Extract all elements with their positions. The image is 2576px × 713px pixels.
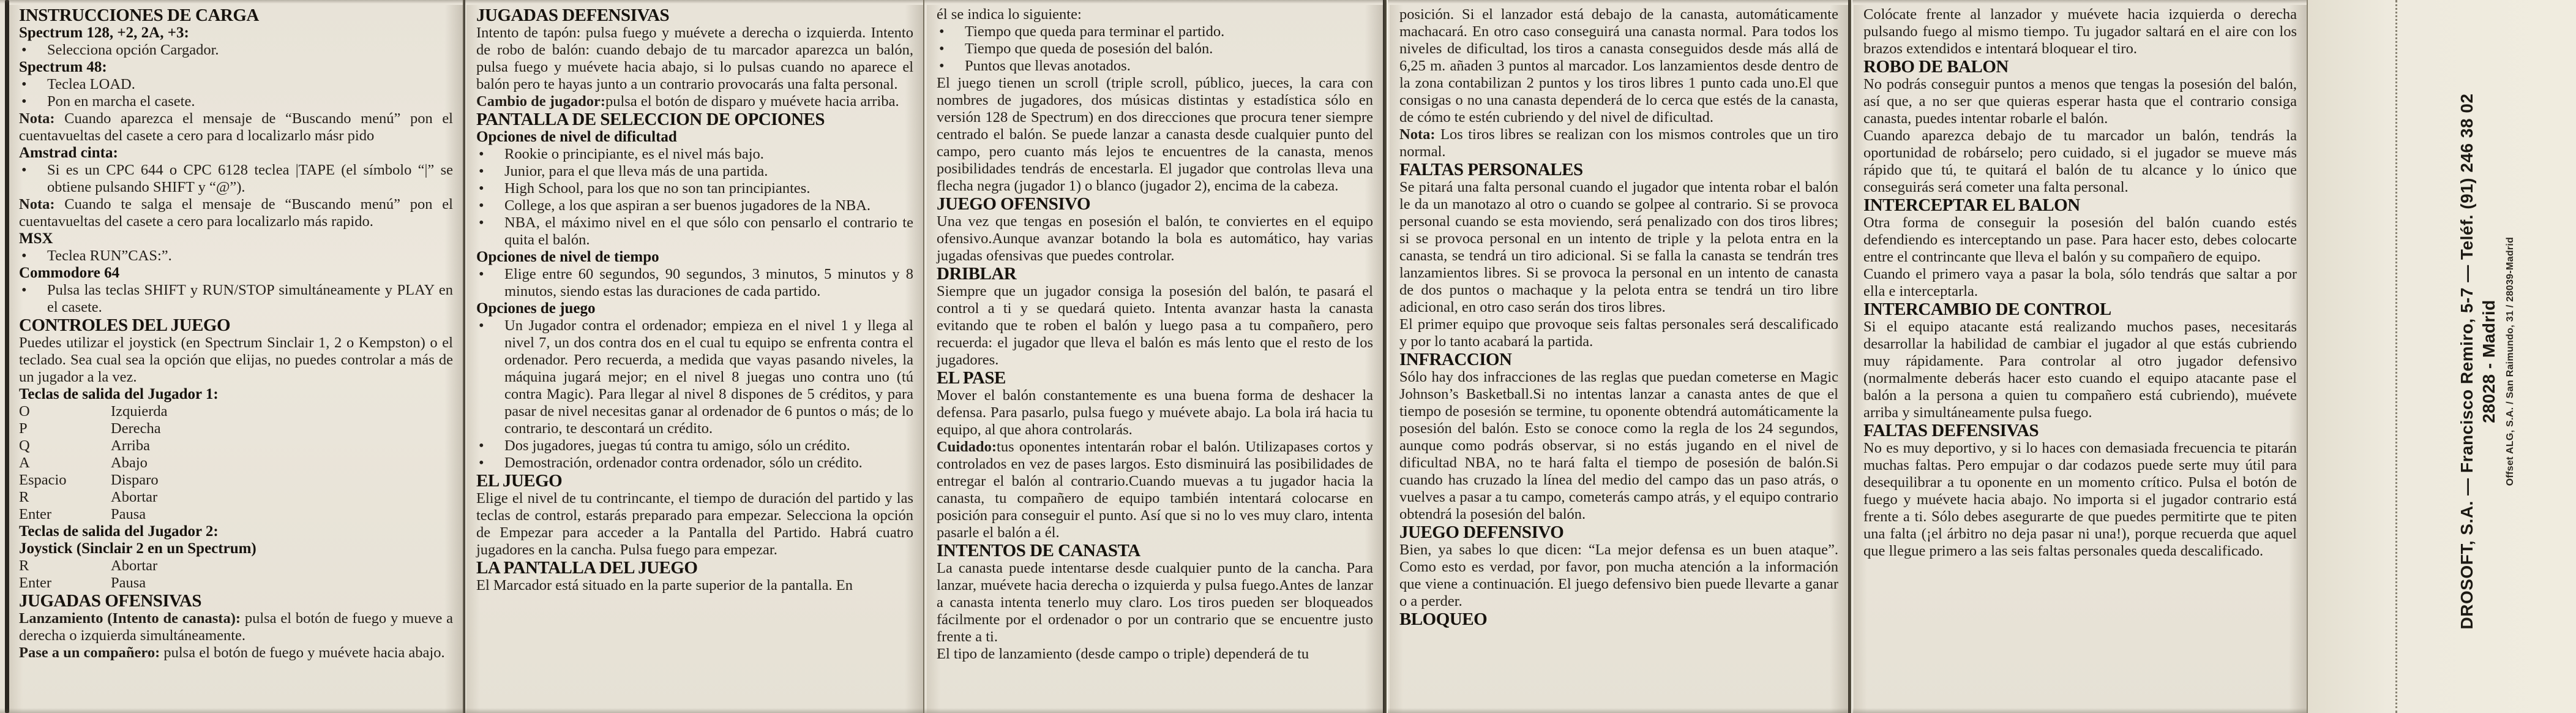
lead-text: Cuando aparezca el mensaje de “Buscando menú” pon el cuentavueltas del casete a cero para d localizarlo másr pido <box>19 110 453 144</box>
bullet-text: Elige entre 60 segundos, 90 segundos, 3 minutos, 5 minutos y 8 minutos, siendo estas las duraciones de cada partido. <box>504 266 913 300</box>
bullet-text: Tiempo que queda para terminar el partido. <box>965 23 1225 40</box>
paragraph: Puedes utilizar el joystick (en Spectrum Sinclair 1, 2 o Kempston) o el teclado. Sea cual sea la opción que elijas, no puedes controlar a más de un jugador a la vez. <box>19 334 453 385</box>
section-heading: FALTAS PERSONALES <box>1399 160 1583 179</box>
publisher-imprint <box>2457 80 2526 643</box>
paragraph: El primer equipo que provoque seis faltas personales será descalificado y por lo tanto acabará la partida. <box>1399 316 1838 350</box>
section-heading: JUGADAS DEFENSIVAS <box>476 6 670 25</box>
bullet-text: Si es un CPC 644 o CPC 6128 teclea |TAPE (el símbolo “|” se obtiene pulsando SHIFT y “@”). <box>47 162 453 195</box>
bullet-marker: • <box>479 180 484 197</box>
section-heading: LA PANTALLA DEL JUEGO <box>476 558 698 578</box>
bullet-item <box>476 455 913 472</box>
printer-credit: Offset ALG, S.A. / San Raimundo, 31 / 28039-Madrid <box>2505 236 2515 486</box>
lead-label: Nota: <box>19 110 55 127</box>
lead-label: Lanzamiento (Intento de canasta): <box>19 610 241 627</box>
bullet-text: Teclea RUN”CAS:”. <box>47 247 172 264</box>
subheading: Commodore 64 <box>19 265 120 281</box>
fold-line-4 <box>1848 0 1851 713</box>
key-binding-row <box>19 489 453 506</box>
lead-label: Cambio de jugador: <box>476 93 605 110</box>
section-heading: EL PASE <box>937 368 1006 388</box>
section-heading: CONTROLES DEL JUEGO <box>19 315 231 335</box>
bullet-text: Pon en marcha el casete. <box>47 93 195 110</box>
bullet-text: Un Jugador contra el ordenador; empieza en el nivel 1 y llega al nivel 7, un dos contra dos en el cual tu equipo se enfrenta contra el ordenador. Pero recuerda, a medida que vayas pasando niveles, la máquina jugará mejor; en el nivel 8 juegas uno contra uno (tú contra Magic). Para llegar al nivel 8 dispones de 5 créditos, y para pasar de nivel necesitas ganar al ordenador de 6 puntos o más; de lo contrario, te descontará un crédito. <box>504 317 913 437</box>
bullet-text: College, a los que aspiran a ser buenos jugadores de la NBA. <box>504 197 871 214</box>
key-binding-row <box>19 575 453 592</box>
paragraph: Colócate frente al lanzador y muévete hacia izquierda o derecha pulsando fuego al mismo tiempo. Tu jugador saltará en el aire con los brazos extendidos e intentará bloquear el tiro. <box>1863 6 2297 57</box>
key-action: Izquierda <box>111 403 168 420</box>
bullet-marker: • <box>479 455 484 471</box>
section-heading: EL JUEGO <box>476 471 563 491</box>
section-heading: DRIBLAR <box>937 264 1017 284</box>
bullet-item <box>937 58 1373 75</box>
section-heading: JUGADAS OFENSIVAS <box>19 591 201 611</box>
key-binding-row <box>19 472 453 489</box>
paragraph: Otra forma de conseguir la posesión del balón cuando estés defendiendo es interceptando un pase. Para hacer esto, debes colocarte entre el contrincante que lleva el balón y su compañero de equipo. <box>1863 214 2297 265</box>
paragraph: Siempre que un jugador consiga la posesión del balón, te pasará el control a ti y se quedará quieto. Intenta avanzar hasta la canasta evitando que te roben el balón y luego pasa a tu compañero, pero recuerda: el jugador que lleva el balón es más lento que el resto de los jugadores. <box>937 283 1373 368</box>
section-heading: INTERCAMBIO DE CONTROL <box>1863 300 2111 319</box>
publisher-city: 28028 - Madrid <box>2479 300 2498 423</box>
subheading: Opciones de nivel de tiempo <box>476 249 659 265</box>
lead-text: pulsa el botón de fuego y mueve a derecha o izquierda simultáneamente. <box>19 610 453 644</box>
lead-text: Los tiros libres se realizan con los mismos controles que un tiro normal. <box>1399 126 1838 160</box>
subheading: Spectrum 48: <box>19 59 107 75</box>
key-action: Abortar <box>111 489 158 505</box>
paragraph-with-lead <box>19 644 453 662</box>
fold-line-3 <box>1383 0 1387 713</box>
key-binding-row <box>19 437 453 455</box>
key-binding-row <box>19 420 453 437</box>
bullet-item <box>476 163 913 180</box>
key-binding-row <box>19 506 453 523</box>
paragraph: Una vez que tengas en posesión el balón, te conviertes en el equipo ofensivo.Aunque avanzar botando la bola es automático, hay varias jugadas ofensivas que puedes controlar. <box>937 213 1373 264</box>
lead-label: Cuidado: <box>937 439 997 455</box>
bullet-text: Puntos que llevas anotados. <box>965 58 1131 74</box>
bullet-item <box>476 437 913 455</box>
paragraph: Elige el nivel de tu contrincante, el tiempo de duración del partido y las teclas de control, estarás preparado para empezar. Selecciona la opción de Empezar para acceder a la Pantalla del Partido. Habrá cuatro jugadores en la cancha. Pulsa fuego para empezar. <box>476 490 913 558</box>
section-heading: BLOQUEO <box>1399 609 1488 629</box>
subheading: Teclas de salida del Jugador 1: <box>19 386 219 402</box>
bullet-item <box>19 93 453 110</box>
paragraph: posición. Si el lanzador está debajo de la canasta, automáticamente machacará. En otro caso conseguirá una canasta normal. Para todos los niveles de dificultad, los tiros a canasta conseguidos desde más allá de 6,25 m. añaden 3 puntos al marcador. Los lanzamientos desde dentro de la zona contabilizan 2 puntos y los tiros libres 1 punto cada uno.El que consigas o no una canasta dependerá de lo cerca que estés de la canasta, de cómo te estén cubriendo y del nivel de dificultad. <box>1399 6 1838 126</box>
bullet-item <box>19 42 453 59</box>
key-name: Q <box>19 437 30 454</box>
subheading: MSX <box>19 230 53 247</box>
fold-line-1 <box>463 0 465 713</box>
key-name: A <box>19 455 30 471</box>
perforation-line <box>2395 0 2397 713</box>
column-3 <box>927 5 1383 713</box>
paragraph-with-lead <box>19 610 453 644</box>
bullet-marker: • <box>21 93 27 110</box>
publisher-address: DROSOFT, S.A. — Francisco Remiro, 5-7 — Teléf. (91) 246 38 02 <box>2457 93 2476 630</box>
column-2 <box>466 5 923 713</box>
page-left-edge <box>5 0 9 713</box>
bullet-marker: • <box>939 23 945 40</box>
key-action: Disparo <box>111 472 159 488</box>
fold-line-2 <box>923 0 924 713</box>
key-name: Espacio <box>19 472 67 488</box>
key-action: Abajo <box>111 455 148 471</box>
subheading: Opciones de juego <box>476 300 596 317</box>
paragraph: El juego tienen un scroll (triple scroll, público, jueces, la cara con nombres de jugadores, dos músicas distintas y estadística sólo en versión 128 de Spectrum) en dos direcciones que procura tener siempre centrado el balón. Se puede lanzar a canasta desde cualquier punto del campo, pero cuanto más lejos te encuentres de la canasta, menos posibilidades tendrás de encestarla. El jugador que controlas lleva una flecha negra (jugador 1) o blanco (jugador 2), encima de la cabeza. <box>937 75 1373 194</box>
lead-text: Cuando te salga el mensaje de “Buscando menú” pon el cuentavueltas del casete a cero para localizarlo más rapido. <box>19 196 453 230</box>
key-action: Arriba <box>111 437 150 454</box>
bullet-item <box>19 76 453 93</box>
lead-label: Pase a un compañero: <box>19 644 160 661</box>
paragraph: No es muy deportivo, y si lo haces con demasiada frecuencia te pitarán muchas faltas. Pero empujar o dar codazos puede serte muy útil para desequilibrar a tu oponente en un momento crítico. Pulsa el botón de fuego y muévete hacia abajo. No importa si el jugador contrario está frente a ti. Sólo debes asegurarte de que puedes permitirte que te piten una falta (¡el árbitro no deja pasar ni una!), porque recuerda que aquel que llegue primero a las seis faltas personales queda descalificado. <box>1863 440 2297 559</box>
paragraph: El Marcador está situado en la parte superior de la pantalla. En <box>476 577 853 594</box>
paragraph: Intento de tapón: pulsa fuego y muévete a derecha o izquierda. Intento de robo de balón: cuando debajo de tu marcador aparezca un balón, pulsa fuego y muévete hacia abajo, si lo pulsas cuando no aparece el balón pero te hayas junto a un contrario provocarás una falta personal. <box>476 25 913 92</box>
key-name: Enter <box>19 575 52 591</box>
bullet-item <box>476 266 913 300</box>
paragraph-with-lead <box>19 196 453 230</box>
key-binding-row <box>19 403 453 420</box>
subheading: Teclas de salida del Jugador 2: <box>19 523 219 540</box>
paragraph: Si el equipo atacante está realizando muchos pases, necesitarás desarrollar la habilidad de cambiar el jugador al que estás cubriendo muy rápidamente. Para controlar al otro jugador defensivo (normalmente deberás hacer esto cuando el equipo atacante pase el balón a la persona a quien tu compañero está cubriendo), muévete arriba y simultáneamente pulsa fuego. <box>1863 319 2297 421</box>
paragraph: La canasta puede intentarse desde cualquier punto de la cancha. Para lanzar, muévete hacia derecha o izquierda y pulsa fuego.Antes de lanzar a canasta intenta tenerlo muy claro. Los tiros pueden ser bloqueados fácilmente por el ordenador o por un contrario que se encuentre justo frente a ti. <box>937 560 1373 645</box>
paragraph: Mover el balón constantemente es una buena forma de deshacer la defensa. Para pasarlo, pulsa fuego y muévete abajo. La bola irá hacia tu equipo, al que ahora controlarás. <box>937 387 1373 438</box>
bullet-marker: • <box>479 197 484 214</box>
key-binding-row <box>19 455 453 472</box>
bullet-marker: • <box>21 42 27 58</box>
key-name: R <box>19 489 29 505</box>
subheading: Spectrum 128, +2, 2A, +3: <box>19 25 189 41</box>
key-name: P <box>19 420 28 437</box>
bullet-text: Demostración, ordenador contra ordenador, sólo un crédito. <box>504 455 863 471</box>
column-4 <box>1390 5 1848 713</box>
bullet-marker: • <box>21 162 27 178</box>
key-name: Enter <box>19 506 52 522</box>
subheading: Amstrad cinta: <box>19 145 118 161</box>
section-heading: INSTRUCCIONES DE CARGA <box>19 6 259 25</box>
section-heading: INFRACCION <box>1399 350 1512 369</box>
bullet-marker: • <box>479 317 484 334</box>
paragraph-with-lead <box>476 93 913 110</box>
key-action: Derecha <box>111 420 161 437</box>
bullet-item <box>19 162 453 196</box>
column-5 <box>1854 5 2307 713</box>
section-heading: INTERCEPTAR EL BALON <box>1863 195 2080 215</box>
lead-text: tus oponentes intentarán robar el balón. Utilizapases cortos y controlados en vez de pases largos. Esto disminuirá las posibilidades de entregar el balón al contrario.Cuando muevas a tu jugador hacia la canasta, tu compañero de equipo también intentará colocarse en posición para conseguir el punto. Así que si no lo ves muy claro, intenta pasarle el balón a él. <box>937 439 1373 541</box>
lead-label: Nota: <box>1399 126 1436 143</box>
paragraph: Sólo hay dos infracciones de las reglas que puedan cometerse en Magic Johnson’s Basketball.Si no intentas lanzar a canasta antes de que el tiempo de posesión se termine, tu oponente obtendrá automáticamente la posesión del balón. Esto se conoce como la regla de los 24 segundos, aunque como podrás observar, si no estás jugando en el nivel de dificultad NBA, no te hará falta el tiempo de posesión de balón.Si cuando has cruzado la línea del medio del campo das un paso atrás, o vuelves a pasar a tu campo, cometerás campo atrás, y el equipo contrario obtendrá la posesión del balón. <box>1399 369 1838 522</box>
bullet-marker: • <box>21 247 27 264</box>
bullet-text: Teclea LOAD. <box>47 76 135 92</box>
section-heading: JUEGO DEFENSIVO <box>1399 522 1564 542</box>
paragraph: él se indica lo siguiente: <box>937 6 1082 23</box>
bullet-item <box>476 180 913 197</box>
bullet-marker: • <box>21 76 27 92</box>
paragraph-with-lead <box>1399 126 1838 160</box>
key-action: Pausa <box>111 575 146 591</box>
lead-label: Nota: <box>19 196 55 213</box>
bullet-item <box>476 214 913 249</box>
bullet-text: Junior, para el que lleva más de una partida. <box>504 163 768 179</box>
key-action: Pausa <box>111 506 146 522</box>
paragraph: El tipo de lanzamiento (desde campo o triple) dependerá de tu <box>937 646 1309 662</box>
bullet-marker: • <box>479 214 484 231</box>
key-binding-row <box>19 557 453 575</box>
subheading: Opciones de nivel de dificultad <box>476 129 677 145</box>
bullet-marker: • <box>939 58 945 74</box>
paragraph-with-lead <box>937 439 1373 541</box>
bullet-item <box>937 23 1373 40</box>
bullet-text: NBA, el máximo nivel en el que sólo con pensarlo el contrario te quita el balón. <box>504 214 913 248</box>
bullet-text: High School, para los que no son tan principiantes. <box>504 180 811 197</box>
bullet-item <box>476 317 913 437</box>
section-heading: FALTAS DEFENSIVAS <box>1863 421 2039 440</box>
bullet-marker: • <box>479 146 484 162</box>
lead-text: pulsa el botón de fuego y muévete hacia abajo. <box>160 644 445 661</box>
bullet-text: Pulsa las teclas SHIFT y RUN/STOP simultáneamente y PLAY en el casete. <box>47 282 453 315</box>
top-shadow <box>0 0 2576 4</box>
paragraph-with-lead <box>19 110 453 145</box>
bullet-item <box>937 40 1373 58</box>
bullet-marker: • <box>479 437 484 454</box>
key-action: Abortar <box>111 557 158 574</box>
key-name: O <box>19 403 30 420</box>
bullet-text: Dos jugadores, juegas tú contra tu amigo, sólo un crédito. <box>504 437 850 454</box>
section-heading: PANTALLA DE SELECCION DE OPCIONES <box>476 110 825 129</box>
bullet-marker: • <box>479 163 484 179</box>
bullet-text: Selecciona opción Cargador. <box>47 42 219 58</box>
right-margin-panel <box>2308 0 2576 713</box>
bullet-text: Tiempo que queda de posesión del balón. <box>965 40 1213 57</box>
bullet-item <box>19 247 453 265</box>
column-1 <box>9 5 463 713</box>
paragraph: Cuando el primero vaya a pasar la bola, sólo tendrás que saltar a por ella e interceptarla. <box>1863 266 2297 300</box>
bullet-marker: • <box>479 266 484 282</box>
section-heading: ROBO DE BALON <box>1863 57 2009 77</box>
section-heading: JUEGO OFENSIVO <box>937 194 1091 214</box>
bullet-item <box>476 146 913 163</box>
bullet-text: Rookie o principiante, es el nivel más bajo. <box>504 146 764 162</box>
key-name: R <box>19 557 29 574</box>
paragraph: No podrás conseguir puntos a menos que tengas la posesión del balón, así que, a no ser que quieras esperar hasta que el contrario consiga canasta, puedes intentar robarle el balón. <box>1863 76 2297 127</box>
paragraph: Bien, ya sabes lo que dicen: “La mejor defensa es un buen ataque”. Como esto es verdad, por favor, pon mucha atención a la información que viene a continuación. El juego defensivo bien puede llevarte a ganar o a perder. <box>1399 541 1838 609</box>
lead-text: pulsa el botón de disparo y muévete hacia arriba. <box>605 93 899 110</box>
bullet-marker: • <box>21 282 27 298</box>
subheading: Joystick (Sinclair 2 en un Spectrum) <box>19 540 256 557</box>
paragraph: Cuando aparezca debajo de tu marcador un balón, tendrás la oportunidad de robárselo; pero cuidado, si el jugador se mueve más rápido que tú, te quitará el balón de tu alcance y lo único que conseguirás será cometer una falta personal. <box>1863 127 2297 195</box>
bullet-item <box>476 197 913 214</box>
paragraph: Se pitará una falta personal cuando el jugador que intenta robar el balón le da un manotazo al otro o cuando se golpee al contrario. Si se provoca personal cuando se esta moviendo, será penalizado con dos tiros libres; si se provoca personal en un intento de triple y la pelota entra en la canasta, se tendrá un tiro adicional. Si se falla la canasta se tendrán tres lanzamientos libres. Si se provoca la personal en un intento de canasta de dos puntos o machaque y la pelota entra se tendrá un tiro libre adicional, en otro caso serán dos tiros libres. <box>1399 179 1838 315</box>
section-heading: INTENTOS DE CANASTA <box>937 541 1140 560</box>
bullet-marker: • <box>939 40 945 57</box>
bullet-item <box>19 282 453 316</box>
